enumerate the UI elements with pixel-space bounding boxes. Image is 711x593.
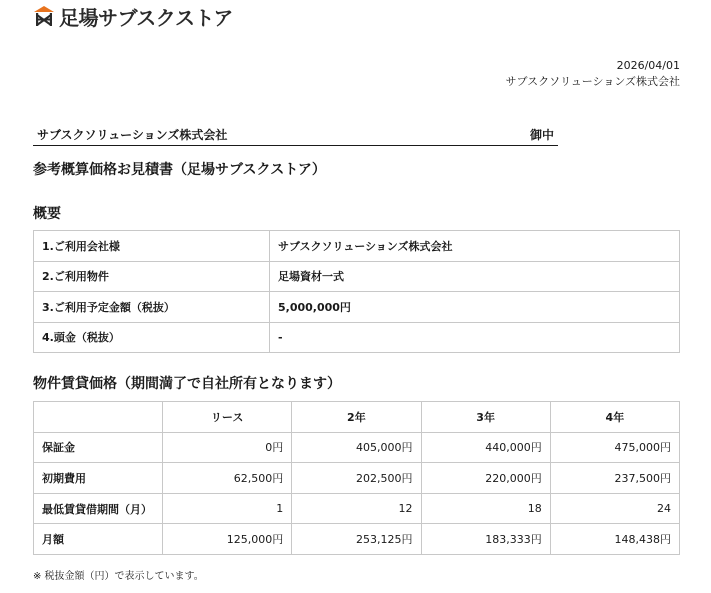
column-header: 2年 (292, 402, 421, 433)
recipient-line (33, 124, 558, 146)
issue-date: 2026/04/01 (616, 59, 680, 72)
overview-label: 2.ご利用物件 (34, 261, 270, 292)
table-cell: 0円 (163, 432, 292, 463)
overview-heading: 概要 (33, 206, 61, 222)
table-row (34, 432, 680, 463)
table-row (34, 231, 680, 262)
logo-text: 足場サブスクストア (59, 5, 233, 30)
row-header: 最低賃貸借期間（月） (34, 493, 163, 524)
pricing-heading: 物件賃貸価格（期間満了で自社所有となります） (33, 376, 341, 392)
overview-label: 4.頭金（税抜） (34, 322, 270, 353)
table-cell: 202,500円 (292, 463, 421, 494)
row-header: 保証金 (34, 432, 163, 463)
table-cell: 475,000円 (550, 432, 679, 463)
recipient-honorific: 御中 (529, 128, 554, 142)
overview-value: 5,000,000円 (270, 292, 680, 323)
column-header: 4年 (550, 402, 679, 433)
table-row (34, 261, 680, 292)
column-header (34, 402, 163, 433)
table-cell: 237,500円 (550, 463, 679, 494)
table-cell: 12 (292, 493, 421, 524)
overview-label: 3.ご利用予定金額（税抜） (34, 292, 270, 323)
table-header-row (34, 402, 680, 433)
overview-value: サブスクソリューションズ株式会社 (270, 231, 680, 262)
issuer-company: サブスクソリューションズ株式会社 (505, 75, 680, 88)
overview-table (33, 230, 680, 353)
issue-info (506, 58, 680, 90)
table-row (34, 322, 680, 353)
overview-value: - (270, 322, 680, 353)
table-row (34, 524, 680, 555)
table-cell: 1 (163, 493, 292, 524)
table-cell: 18 (421, 493, 550, 524)
pricing-table (33, 401, 680, 555)
document-title: 参考概算価格お見積書（足場サブスクストア） (33, 162, 326, 178)
row-header: 初期費用 (34, 463, 163, 494)
column-header: 3年 (421, 402, 550, 433)
table-cell: 148,438円 (550, 524, 679, 555)
column-header: リース (163, 402, 292, 433)
scaffold-icon (33, 5, 55, 27)
table-row (34, 463, 680, 494)
table-cell: 405,000円 (292, 432, 421, 463)
store-logo (33, 3, 233, 29)
tax-note: ※ 税抜金額（円）で表示しています。 (33, 571, 204, 582)
table-cell: 440,000円 (421, 432, 550, 463)
table-row (34, 493, 680, 524)
recipient-name: サブスクソリューションズ株式会社 (37, 128, 228, 142)
table-cell: 62,500円 (163, 463, 292, 494)
table-cell: 253,125円 (292, 524, 421, 555)
table-cell: 24 (550, 493, 679, 524)
table-cell: 125,000円 (163, 524, 292, 555)
table-cell: 220,000円 (421, 463, 550, 494)
overview-value: 足場資材一式 (270, 261, 680, 292)
overview-label: 1.ご利用会社様 (34, 231, 270, 262)
table-row (34, 292, 680, 323)
row-header: 月額 (34, 524, 163, 555)
table-cell: 183,333円 (421, 524, 550, 555)
